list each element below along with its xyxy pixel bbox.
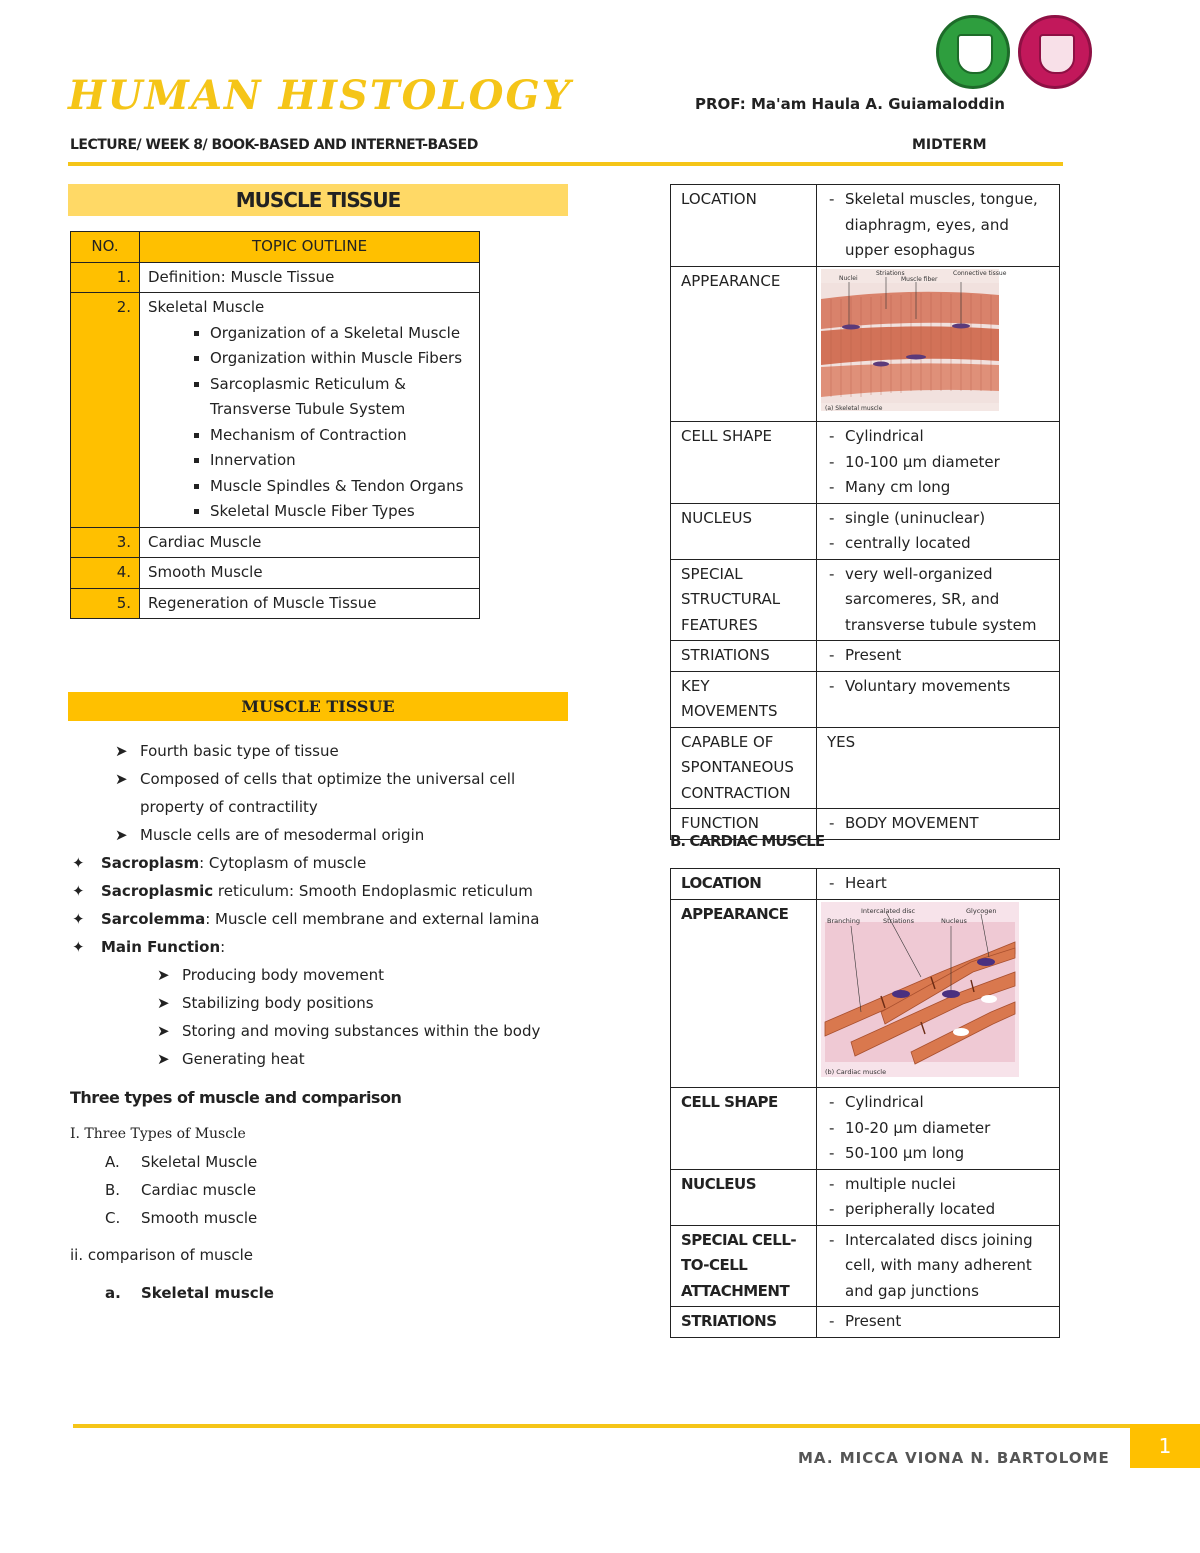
- outline-subitem: ▪ Skeletal Muscle Fiber Types: [210, 499, 471, 525]
- page-number: 1: [1130, 1424, 1200, 1468]
- img-label: Striations: [883, 916, 914, 925]
- professor-name: PROF: Ma'am Haula A. Guiamaloddin: [695, 95, 1005, 113]
- term-item: ✦ Main Function:: [72, 933, 575, 961]
- img-label: Connective tissue: [953, 269, 1007, 277]
- table-row: LOCATION - Skeletal muscles, tongue, diaphragm, eyes, and upper esophagus: [671, 185, 1060, 267]
- img-label: Glycogen: [966, 906, 997, 915]
- lecture-info: LECTURE/ WEEK 8/ BOOK-BASED AND INTERNET-BASED: [70, 137, 478, 153]
- author-name: MA. MICCA VIONA N. BARTOLOME: [798, 1449, 1110, 1467]
- outline-row: 1. Definition: Muscle Tissue: [71, 262, 480, 293]
- img-caption: (a) Skeletal muscle: [825, 404, 883, 412]
- note-item: ➤ Composed of cells that optimize the universal cell property of contractility: [115, 765, 575, 821]
- outline-sublist: [148, 321, 471, 525]
- outline-row: 4. Smooth Muscle: [71, 558, 480, 589]
- footer-rule: [73, 1424, 1130, 1428]
- table-row: CELL SHAPE - Cylindrical - 10-20 µm diameter - 50-100 µm long: [671, 1088, 1060, 1170]
- types-subheading: I. Three Types of Muscle: [70, 1126, 246, 1142]
- table-row: STRIATIONS - Present: [671, 641, 1060, 672]
- outline-col-no: NO.: [71, 232, 140, 263]
- outline-col-topic: TOPIC OUTLINE: [140, 232, 480, 263]
- cardiac-muscle-table: [670, 868, 1060, 1338]
- document-title: HUMAN HISTOLOGY: [68, 72, 573, 119]
- outline-subitem: ▪ Organization of a Skeletal Muscle: [210, 321, 471, 347]
- outline-row: 3. Cardiac Muscle: [71, 527, 480, 558]
- skeletal-muscle-micrograph: [821, 269, 1007, 412]
- term-item: ✦ Sacroplasm: Cytoplasm of muscle: [72, 849, 575, 877]
- function-item: ➤ Generating heat: [157, 1045, 575, 1073]
- outline-subitem: ▪ Organization within Muscle Fibers: [210, 346, 471, 372]
- outline-subitem: ▪ Innervation: [210, 448, 471, 474]
- function-item: ➤ Storing and moving substances within the body: [157, 1017, 575, 1045]
- table-row: NUCLEUS - multiple nuclei - peripherally located: [671, 1169, 1060, 1225]
- three-types-heading: Three types of muscle and comparison: [70, 1088, 402, 1107]
- outline-row: 2. Skeletal Muscle ▪ Organization of a Skeletal Muscle ▪ Organization within Muscle Fibers ▪ Sarcoplasmic Reticulum & Transverse Tubule System ▪ Mechanism of Contraction ▪ Innervation ▪ Muscle Spindles & Tendon Organs ▪ Skeletal Muscle Fiber Types: [71, 293, 480, 528]
- skeletal-subheading: a. Skeletal muscle: [105, 1284, 274, 1302]
- term-label: MIDTERM: [912, 137, 987, 153]
- table-row: LOCATION - Heart: [671, 869, 1060, 900]
- type-item: C. Smooth muscle: [105, 1209, 258, 1227]
- img-label: Striations: [876, 269, 905, 277]
- outline-subitem: ▪ Mechanism of Contraction: [210, 423, 471, 449]
- page-section-banner: MUSCLE TISSUE: [68, 184, 568, 216]
- img-label: Branching: [827, 916, 860, 925]
- comparison-subheading: ii. comparison of muscle: [70, 1246, 254, 1264]
- table-row: APPEARANCE Nuclei Striations Muscle fiber Connective tissue (a) Skeletal muscle: [671, 266, 1060, 422]
- topic-outline-table: [70, 231, 480, 619]
- img-label: Nuclei: [839, 274, 858, 282]
- skeletal-muscle-table: [670, 184, 1060, 840]
- cardiac-muscle-micrograph: [821, 902, 1019, 1077]
- function-item: ➤ Producing body movement: [157, 961, 575, 989]
- types-list: [105, 1148, 257, 1232]
- term-item: ✦ Sarcolemma: Muscle cell membrane and external lamina: [72, 905, 575, 933]
- muscle-tissue-banner: MUSCLE TISSUE: [68, 692, 568, 721]
- table-row: CAPABLE OF SPONTANEOUS CONTRACTION YES: [671, 727, 1060, 809]
- header-rule: [68, 162, 1063, 166]
- table-row: FUNCTION - BODY MOVEMENT: [671, 809, 1060, 840]
- table-row: APPEARANCE Intercalated disc Glycogen Branching Striations Nucleus (b) Cardiac muscle: [671, 899, 1060, 1088]
- cardiac-muscle-heading: B. CARDIAC MUSCLE: [670, 832, 825, 850]
- img-label: Intercalated disc: [861, 906, 916, 915]
- type-item: B. Cardiac muscle: [105, 1181, 257, 1199]
- img-label: Nucleus: [941, 916, 967, 925]
- table-row: KEY MOVEMENTS - Voluntary movements: [671, 671, 1060, 727]
- outline-subitem: ▪ Muscle Spindles & Tendon Organs: [210, 474, 471, 500]
- school-seal-logo: [936, 15, 1010, 89]
- type-item: A. Skeletal Muscle: [105, 1153, 258, 1171]
- table-row: CELL SHAPE - Cylindrical - 10-100 µm diameter - Many cm long: [671, 422, 1060, 504]
- img-label: Muscle fiber: [901, 275, 938, 283]
- img-caption: (b) Cardiac muscle: [825, 1067, 887, 1076]
- college-seal-logo: [1018, 15, 1092, 89]
- outline-row: 5. Regeneration of Muscle Tissue: [71, 588, 480, 619]
- term-item: ✦ Sacroplasmic reticulum: Smooth Endoplasmic reticulum: [72, 877, 575, 905]
- function-item: ➤ Stabilizing body positions: [157, 989, 575, 1017]
- table-row: NUCLEUS - single (uninuclear) - centrally located: [671, 503, 1060, 559]
- table-row: SPECIAL STRUCTURAL FEATURES - very well-organized sarcomeres, SR, and transverse tubule system: [671, 559, 1060, 641]
- muscle-tissue-notes: [101, 737, 575, 1073]
- note-item: ➤ Fourth basic type of tissue: [115, 737, 575, 765]
- table-row: STRIATIONS - Present: [671, 1307, 1060, 1338]
- note-item: ➤ Muscle cells are of mesodermal origin: [115, 821, 575, 849]
- table-row: SPECIAL CELL-TO-CELL ATTACHMENT - Intercalated discs joining cell, with many adherent and gap junctions: [671, 1225, 1060, 1307]
- outline-subitem: ▪ Sarcoplasmic Reticulum & Transverse Tubule System: [210, 372, 471, 423]
